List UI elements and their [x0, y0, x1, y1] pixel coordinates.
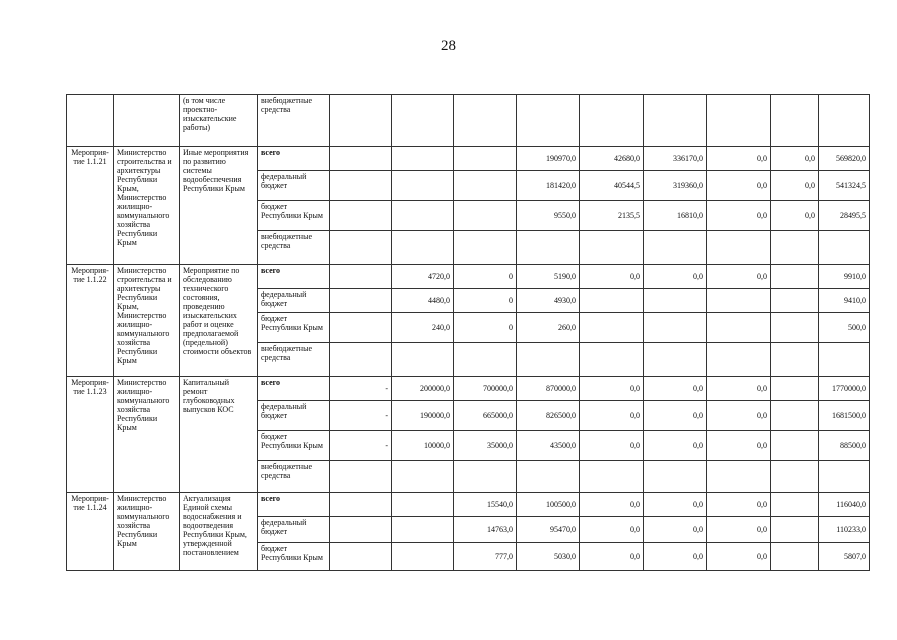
amount-cell: 0,0	[580, 543, 644, 571]
amount-cell: 0,0	[580, 493, 644, 517]
amount-cell	[454, 147, 517, 171]
amount-cell	[771, 517, 819, 543]
amount-cell	[392, 493, 454, 517]
amount-cell: 541324,5	[819, 171, 870, 201]
amount-cell: 0,0	[771, 171, 819, 201]
amount-cell	[517, 343, 580, 377]
amount-cell	[771, 431, 819, 461]
amount-cell	[454, 461, 517, 493]
amount-cell	[580, 231, 644, 265]
funding-source-cell: федеральный бюджет	[258, 289, 330, 313]
amount-cell: 0,0	[644, 377, 707, 401]
amount-cell: 0,0	[580, 517, 644, 543]
amount-cell: 0,0	[644, 265, 707, 289]
amount-cell	[707, 461, 771, 493]
event-code-cell: Мероприя-тие 1.1.23	[67, 377, 114, 493]
amount-cell: 95470,0	[517, 517, 580, 543]
amount-cell: 0,0	[580, 377, 644, 401]
amount-cell	[392, 147, 454, 171]
amount-cell	[454, 171, 517, 201]
responsible-cell: Министерство строительства и архитектуры Республики Крым, Министерство жилищно-коммунального хозяйства Республики Крым	[114, 265, 180, 377]
amount-cell: 0,0	[771, 147, 819, 171]
amount-cell	[454, 95, 517, 147]
amount-cell	[392, 231, 454, 265]
amount-cell: 42680,0	[580, 147, 644, 171]
financing-table	[66, 94, 870, 571]
amount-cell: 100500,0	[517, 493, 580, 517]
amount-cell	[771, 493, 819, 517]
amount-cell: 35000,0	[454, 431, 517, 461]
amount-cell: 2135,5	[580, 201, 644, 231]
amount-cell	[644, 343, 707, 377]
amount-cell: 0,0	[707, 377, 771, 401]
amount-cell	[392, 95, 454, 147]
amount-cell	[771, 313, 819, 343]
amount-cell	[392, 517, 454, 543]
amount-cell: 28495,5	[819, 201, 870, 231]
amount-cell	[707, 289, 771, 313]
event-name-cell: Капитальный ремонт глубоководных выпусков КОС	[180, 377, 258, 493]
amount-cell: 0,0	[707, 517, 771, 543]
amount-cell	[454, 231, 517, 265]
amount-cell	[580, 343, 644, 377]
responsible-cell: Министерство строительства и архитектуры Республики Крым, Министерство жилищно-коммунального хозяйства Республики Крым	[114, 147, 180, 265]
amount-cell: 1681500,0	[819, 401, 870, 431]
funding-source-cell: бюджет Республики Крым	[258, 313, 330, 343]
amount-cell	[707, 95, 771, 147]
amount-cell	[771, 377, 819, 401]
amount-cell	[771, 401, 819, 431]
amount-cell	[771, 461, 819, 493]
amount-cell: 0,0	[707, 171, 771, 201]
event-name-cell: Мероприятие по обследованию технического состояния, проведению изыскательских работ и оценке предполагаемой (предельной) стоимости объектов	[180, 265, 258, 377]
amount-cell	[330, 343, 392, 377]
amount-cell: 0,0	[707, 431, 771, 461]
amount-cell: 14763,0	[454, 517, 517, 543]
amount-cell	[454, 343, 517, 377]
amount-cell	[644, 231, 707, 265]
amount-cell: 870000,0	[517, 377, 580, 401]
table-row	[67, 95, 870, 147]
table-row	[67, 377, 870, 401]
amount-cell: 0,0	[707, 493, 771, 517]
amount-cell: 5190,0	[517, 265, 580, 289]
amount-cell: 5030,0	[517, 543, 580, 571]
amount-cell: 0,0	[580, 401, 644, 431]
amount-cell: 0,0	[644, 401, 707, 431]
amount-cell: 0,0	[644, 431, 707, 461]
amount-cell: 319360,0	[644, 171, 707, 201]
amount-cell	[707, 231, 771, 265]
amount-cell: -	[330, 377, 392, 401]
amount-cell: 0,0	[644, 493, 707, 517]
funding-source-cell: федеральный бюджет	[258, 401, 330, 431]
amount-cell: 0,0	[644, 543, 707, 571]
amount-cell	[330, 265, 392, 289]
amount-cell	[644, 95, 707, 147]
amount-cell: 500,0	[819, 313, 870, 343]
amount-cell: 15540,0	[454, 493, 517, 517]
event-name-cell: (в том числе проектно-изыскательские работы)	[180, 95, 258, 147]
amount-cell	[819, 95, 870, 147]
amount-cell	[392, 171, 454, 201]
amount-cell: 5807,0	[819, 543, 870, 571]
table-row	[67, 493, 870, 517]
amount-cell	[771, 543, 819, 571]
amount-cell: 569820,0	[819, 147, 870, 171]
amount-cell: 336170,0	[644, 147, 707, 171]
amount-cell: 0	[454, 265, 517, 289]
amount-cell	[392, 343, 454, 377]
amount-cell	[644, 461, 707, 493]
amount-cell: 4930,0	[517, 289, 580, 313]
amount-cell: 0	[454, 313, 517, 343]
amount-cell	[330, 171, 392, 201]
funding-source-cell: всего	[258, 265, 330, 289]
amount-cell: 190970,0	[517, 147, 580, 171]
amount-cell	[771, 231, 819, 265]
amount-cell: 4720,0	[392, 265, 454, 289]
amount-cell	[580, 313, 644, 343]
page-number: 28	[441, 38, 456, 54]
amount-cell: 9410,0	[819, 289, 870, 313]
amount-cell	[330, 95, 392, 147]
amount-cell: 10000,0	[392, 431, 454, 461]
amount-cell: 9910,0	[819, 265, 870, 289]
amount-cell: 4480,0	[392, 289, 454, 313]
amount-cell	[707, 313, 771, 343]
amount-cell: 0,0	[707, 401, 771, 431]
responsible-cell	[114, 95, 180, 147]
funding-source-cell: бюджет Республики Крым	[258, 543, 330, 571]
amount-cell	[517, 95, 580, 147]
amount-cell: 0,0	[707, 201, 771, 231]
amount-cell: 116040,0	[819, 493, 870, 517]
event-name-cell: Актуализация Единой схемы водоснабжения и водоотведения Республики Крым, утвержденной постановлением	[180, 493, 258, 571]
amount-cell	[580, 289, 644, 313]
event-name-cell: Иные мероприятия по развитию системы водообеспечения Республики Крым	[180, 147, 258, 265]
amount-cell	[330, 289, 392, 313]
amount-cell: 190000,0	[392, 401, 454, 431]
amount-cell	[454, 201, 517, 231]
funding-source-cell: бюджет Республики Крым	[258, 431, 330, 461]
amount-cell	[330, 147, 392, 171]
amount-cell: 110233,0	[819, 517, 870, 543]
amount-cell: 0,0	[644, 517, 707, 543]
amount-cell	[771, 343, 819, 377]
amount-cell	[517, 461, 580, 493]
amount-cell: 181420,0	[517, 171, 580, 201]
amount-cell	[644, 289, 707, 313]
amount-cell: -	[330, 431, 392, 461]
amount-cell: 260,0	[517, 313, 580, 343]
amount-cell: 826500,0	[517, 401, 580, 431]
funding-source-cell: бюджет Республики Крым	[258, 201, 330, 231]
funding-source-cell: всего	[258, 377, 330, 401]
amount-cell: 40544,5	[580, 171, 644, 201]
amount-cell: -	[330, 401, 392, 431]
amount-cell	[771, 265, 819, 289]
amount-cell	[330, 461, 392, 493]
amount-cell: 0	[454, 289, 517, 313]
amount-cell	[392, 201, 454, 231]
amount-cell: 9550,0	[517, 201, 580, 231]
amount-cell: 0,0	[707, 265, 771, 289]
amount-cell	[330, 231, 392, 265]
amount-cell	[392, 461, 454, 493]
funding-source-cell: федеральный бюджет	[258, 517, 330, 543]
amount-cell	[644, 313, 707, 343]
event-code-cell: Мероприя-тие 1.1.24	[67, 493, 114, 571]
amount-cell	[580, 461, 644, 493]
table-row	[67, 147, 870, 171]
amount-cell	[517, 231, 580, 265]
amount-cell	[392, 543, 454, 571]
amount-cell	[819, 343, 870, 377]
amount-cell: 1770000,0	[819, 377, 870, 401]
amount-cell	[580, 95, 644, 147]
amount-cell: 16810,0	[644, 201, 707, 231]
amount-cell: 0,0	[707, 543, 771, 571]
amount-cell	[330, 313, 392, 343]
amount-cell: 43500,0	[517, 431, 580, 461]
amount-cell: 0,0	[580, 431, 644, 461]
event-code-cell: Мероприя-тие 1.1.22	[67, 265, 114, 377]
funding-source-cell: внебюджетные средства	[258, 343, 330, 377]
amount-cell: 777,0	[454, 543, 517, 571]
amount-cell: 665000,0	[454, 401, 517, 431]
amount-cell	[330, 517, 392, 543]
funding-source-cell: федеральный бюджет	[258, 171, 330, 201]
amount-cell	[771, 95, 819, 147]
amount-cell: 88500,0	[819, 431, 870, 461]
amount-cell	[771, 289, 819, 313]
table-row	[67, 265, 870, 289]
responsible-cell: Министерство жилищно-коммунального хозяйства Республики Крым	[114, 493, 180, 571]
funding-source-cell: всего	[258, 147, 330, 171]
amount-cell	[819, 231, 870, 265]
amount-cell: 0,0	[771, 201, 819, 231]
event-code-cell	[67, 95, 114, 147]
funding-source-cell: всего	[258, 493, 330, 517]
event-code-cell: Мероприя-тие 1.1.21	[67, 147, 114, 265]
amount-cell: 240,0	[392, 313, 454, 343]
amount-cell: 200000,0	[392, 377, 454, 401]
amount-cell: 0,0	[580, 265, 644, 289]
amount-cell	[819, 461, 870, 493]
funding-source-cell: внебюджетные средства	[258, 461, 330, 493]
amount-cell: 700000,0	[454, 377, 517, 401]
amount-cell	[330, 201, 392, 231]
amount-cell	[330, 493, 392, 517]
amount-cell	[330, 543, 392, 571]
responsible-cell: Министерство жилищно-коммунального хозяйства Республики Крым	[114, 377, 180, 493]
funding-source-cell: внебюджетные средства	[258, 231, 330, 265]
funding-source-cell: внебюджетные средства	[258, 95, 330, 147]
amount-cell: 0,0	[707, 147, 771, 171]
amount-cell	[707, 343, 771, 377]
